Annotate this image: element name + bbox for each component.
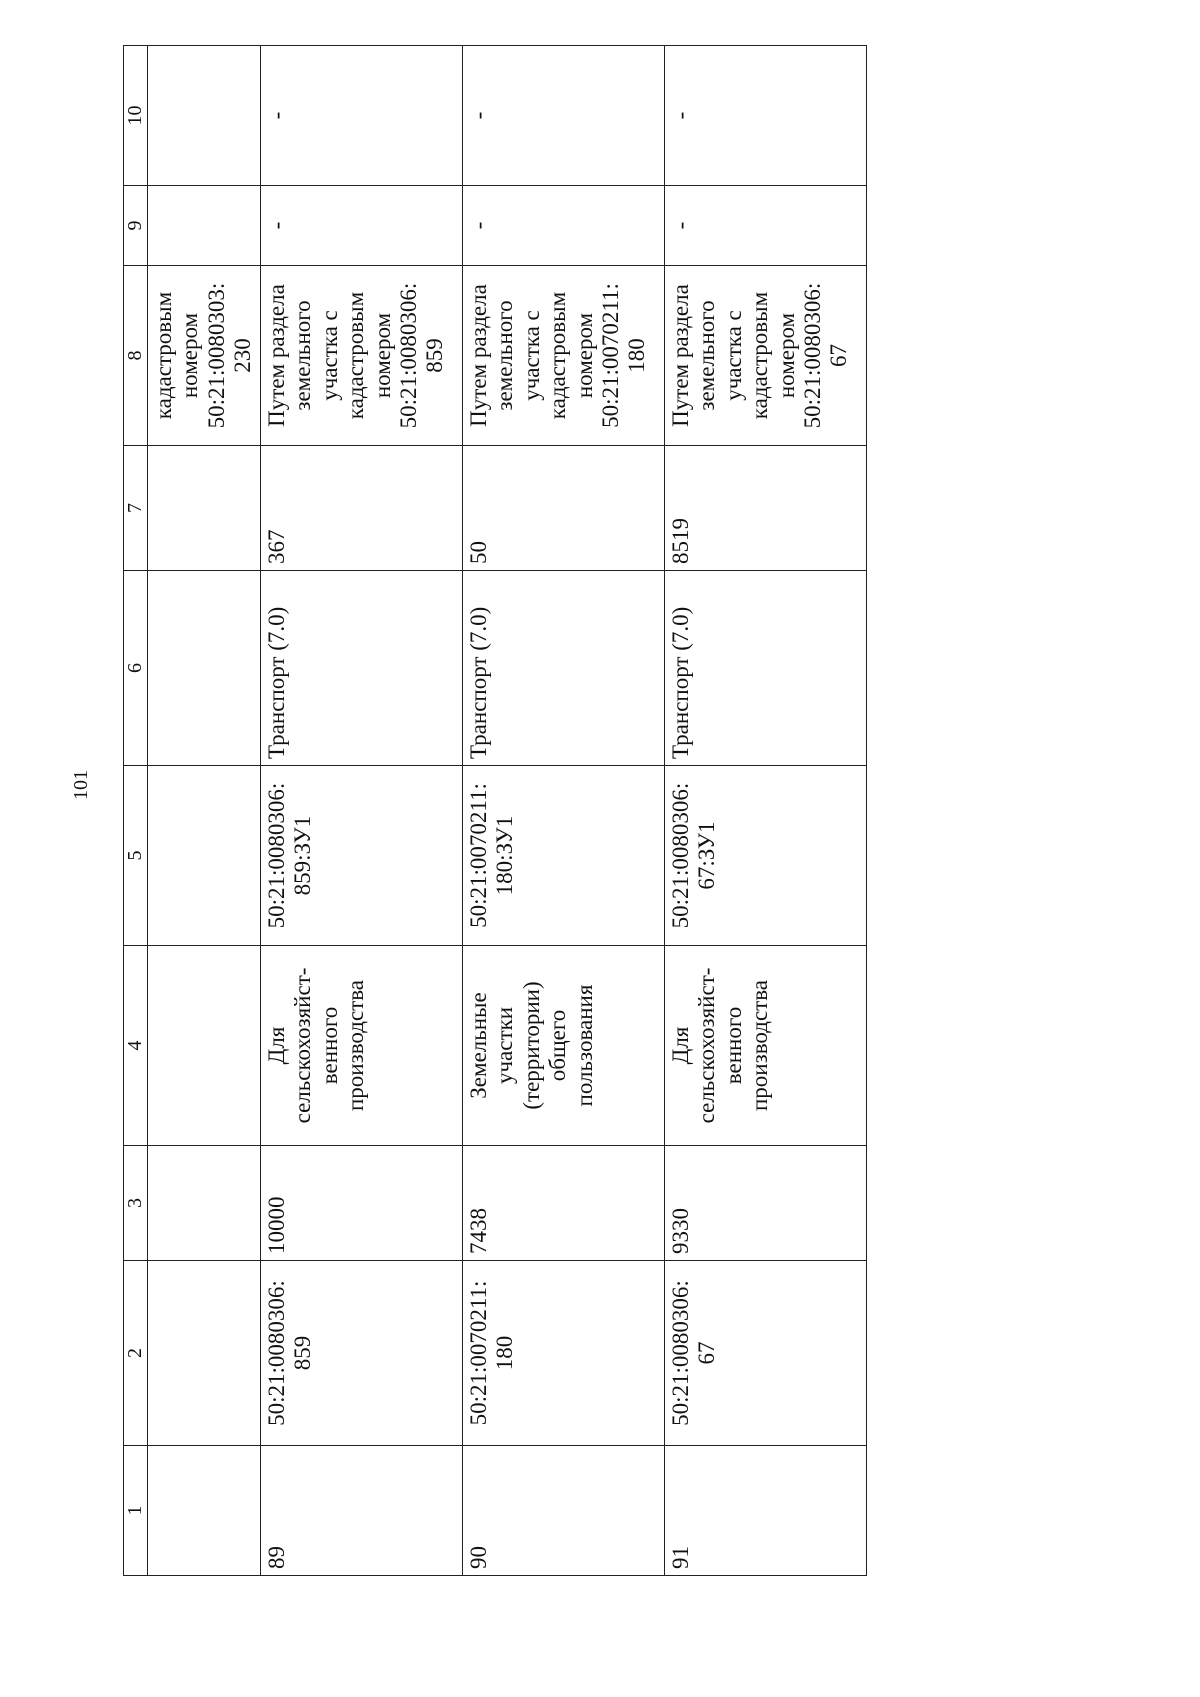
table-row (260, 46, 462, 1576)
continuation-method-cell: кадастровым номером 50:21:0080303: 230 (148, 266, 261, 446)
column-header: 2 (124, 1261, 148, 1446)
row-number: 91 (664, 1446, 866, 1576)
cadastral-number: 50:21:0080306: 67 (664, 1261, 866, 1446)
column-header: 5 (124, 766, 148, 946)
new-plot-area: 367 (260, 446, 462, 571)
land-category: Для сельскохозяйст- венного производства (260, 946, 462, 1146)
column-9-value: - (664, 186, 866, 266)
land-category: Для сельскохозяйст- венного производства (664, 946, 866, 1146)
column-header: 10 (124, 46, 148, 186)
new-plot-designation: 50:21:0080306: 67:ЗУ1 (664, 766, 866, 946)
column-9-value: - (260, 186, 462, 266)
table-cell (148, 186, 261, 266)
continuation-row (148, 46, 261, 1576)
new-plot-designation: 50:21:0070211: 180:ЗУ1 (462, 766, 664, 946)
formation-method: Путем раздела земельного участка с кадастровым номером 50:21:0080306: 67 (664, 266, 866, 446)
table-row (664, 46, 866, 1576)
permitted-use: Транспорт (7.0) (462, 571, 664, 766)
formation-method: Путем раздела земельного участка с кадастровым номером 50:21:0070211: 180 (462, 266, 664, 446)
table-cell (148, 1446, 261, 1576)
column-header: 8 (124, 266, 148, 446)
land-plots-table-wrapper (123, 46, 858, 1576)
table-cell (148, 571, 261, 766)
column-number-row (124, 46, 148, 1576)
row-number: 89 (260, 1446, 462, 1576)
table-cell (148, 946, 261, 1146)
column-header: 1 (124, 1446, 148, 1576)
table-cell (148, 446, 261, 571)
area: 7438 (462, 1146, 664, 1261)
column-header: 6 (124, 571, 148, 766)
cadastral-number: 50:21:0070211: 180 (462, 1261, 664, 1446)
column-header: 7 (124, 446, 148, 571)
formation-method: Путем раздела земельного участка с кадастровым номером 50:21:0080306: 859 (260, 266, 462, 446)
column-10-value: - (260, 46, 462, 186)
column-header: 9 (124, 186, 148, 266)
column-header: 3 (124, 1146, 148, 1261)
column-9-value: - (462, 186, 664, 266)
table-cell (148, 1261, 261, 1446)
area: 10000 (260, 1146, 462, 1261)
column-10-value: - (462, 46, 664, 186)
new-plot-area: 8519 (664, 446, 866, 571)
table-cell (148, 46, 261, 186)
table-cell (148, 1146, 261, 1261)
column-header: 4 (124, 946, 148, 1146)
new-plot-designation: 50:21:0080306: 859:ЗУ1 (260, 766, 462, 946)
area: 9330 (664, 1146, 866, 1261)
table-row (462, 46, 664, 1576)
permitted-use: Транспорт (7.0) (260, 571, 462, 766)
new-plot-area: 50 (462, 446, 664, 571)
row-number: 90 (462, 1446, 664, 1576)
land-category: Земельные участки (территории) общего пользования (462, 946, 664, 1146)
page-number: 101 (70, 770, 92, 800)
permitted-use: Транспорт (7.0) (664, 571, 866, 766)
land-plots-table (123, 45, 867, 1576)
column-10-value: - (664, 46, 866, 186)
table-cell (148, 766, 261, 946)
cadastral-number: 50:21:0080306: 859 (260, 1261, 462, 1446)
